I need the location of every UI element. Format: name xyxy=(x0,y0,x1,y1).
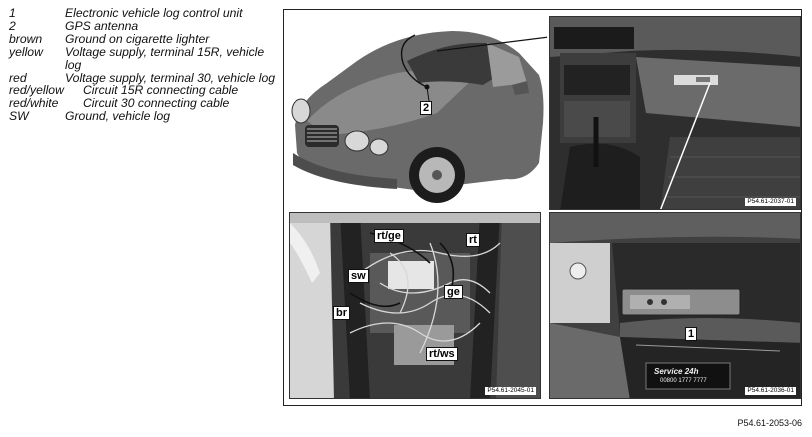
callout-ge: ge xyxy=(444,285,463,299)
figure-code: P54.61-2053-06 xyxy=(737,418,802,428)
legend-value: Electronic vehicle log control unit xyxy=(65,6,243,20)
legend xyxy=(9,7,281,123)
callout-control-unit: 1 xyxy=(685,327,697,341)
legend-key: red/yellow xyxy=(9,83,64,98)
legend-row xyxy=(9,7,281,20)
legend-key: red/white xyxy=(9,96,59,111)
figure-ref-glovebox: P54.61-2036-01 xyxy=(747,387,794,394)
figure-ref-console: P54.61-2045-01 xyxy=(487,387,534,394)
dashboard-illustration xyxy=(550,17,801,210)
callout-rt-ws: rt/ws xyxy=(426,347,458,361)
figure-frame xyxy=(283,9,802,406)
legend-key: SW xyxy=(9,109,29,124)
callout-gps-antenna: 2 xyxy=(420,101,432,115)
car-illustration xyxy=(287,13,547,209)
legend-value: Ground on cigarette lighter xyxy=(65,31,210,46)
callout-br: br xyxy=(333,306,350,320)
legend-key: yellow xyxy=(9,44,43,59)
console-illustration xyxy=(290,213,541,399)
callout-rt-ge: rt/ge xyxy=(374,229,404,243)
legend-key: red xyxy=(9,70,27,85)
legend-value: Circuit 30 connecting cable xyxy=(83,96,230,111)
figure-ref-dashboard: P54.61-2037-01 xyxy=(747,198,794,205)
service-label: Service 24h xyxy=(654,367,699,376)
legend-value: Voltage supply, terminal 30, vehicle log xyxy=(65,70,276,85)
legend-value: Voltage supply, terminal 15R, vehicle log xyxy=(65,44,265,72)
legend-row xyxy=(9,46,281,72)
dashboard-photo xyxy=(549,16,801,210)
callout-sw: sw xyxy=(348,269,369,283)
legend-row xyxy=(9,20,281,33)
legend-key: 1 xyxy=(9,6,16,20)
glovebox-photo xyxy=(549,212,801,399)
legend-value: Ground, vehicle log xyxy=(65,109,171,124)
car-photo xyxy=(287,13,547,209)
service-phone: 00800 1777 7777 xyxy=(660,378,707,384)
legend-key: 2 xyxy=(9,18,16,33)
legend-row xyxy=(9,110,281,123)
legend-value: GPS antenna xyxy=(65,18,139,33)
callout-rt: rt xyxy=(466,233,480,247)
legend-key: brown xyxy=(9,31,43,46)
console-photo xyxy=(289,212,541,399)
legend-value: Circuit 15R connecting cable xyxy=(83,83,239,98)
legend-row xyxy=(9,33,281,46)
